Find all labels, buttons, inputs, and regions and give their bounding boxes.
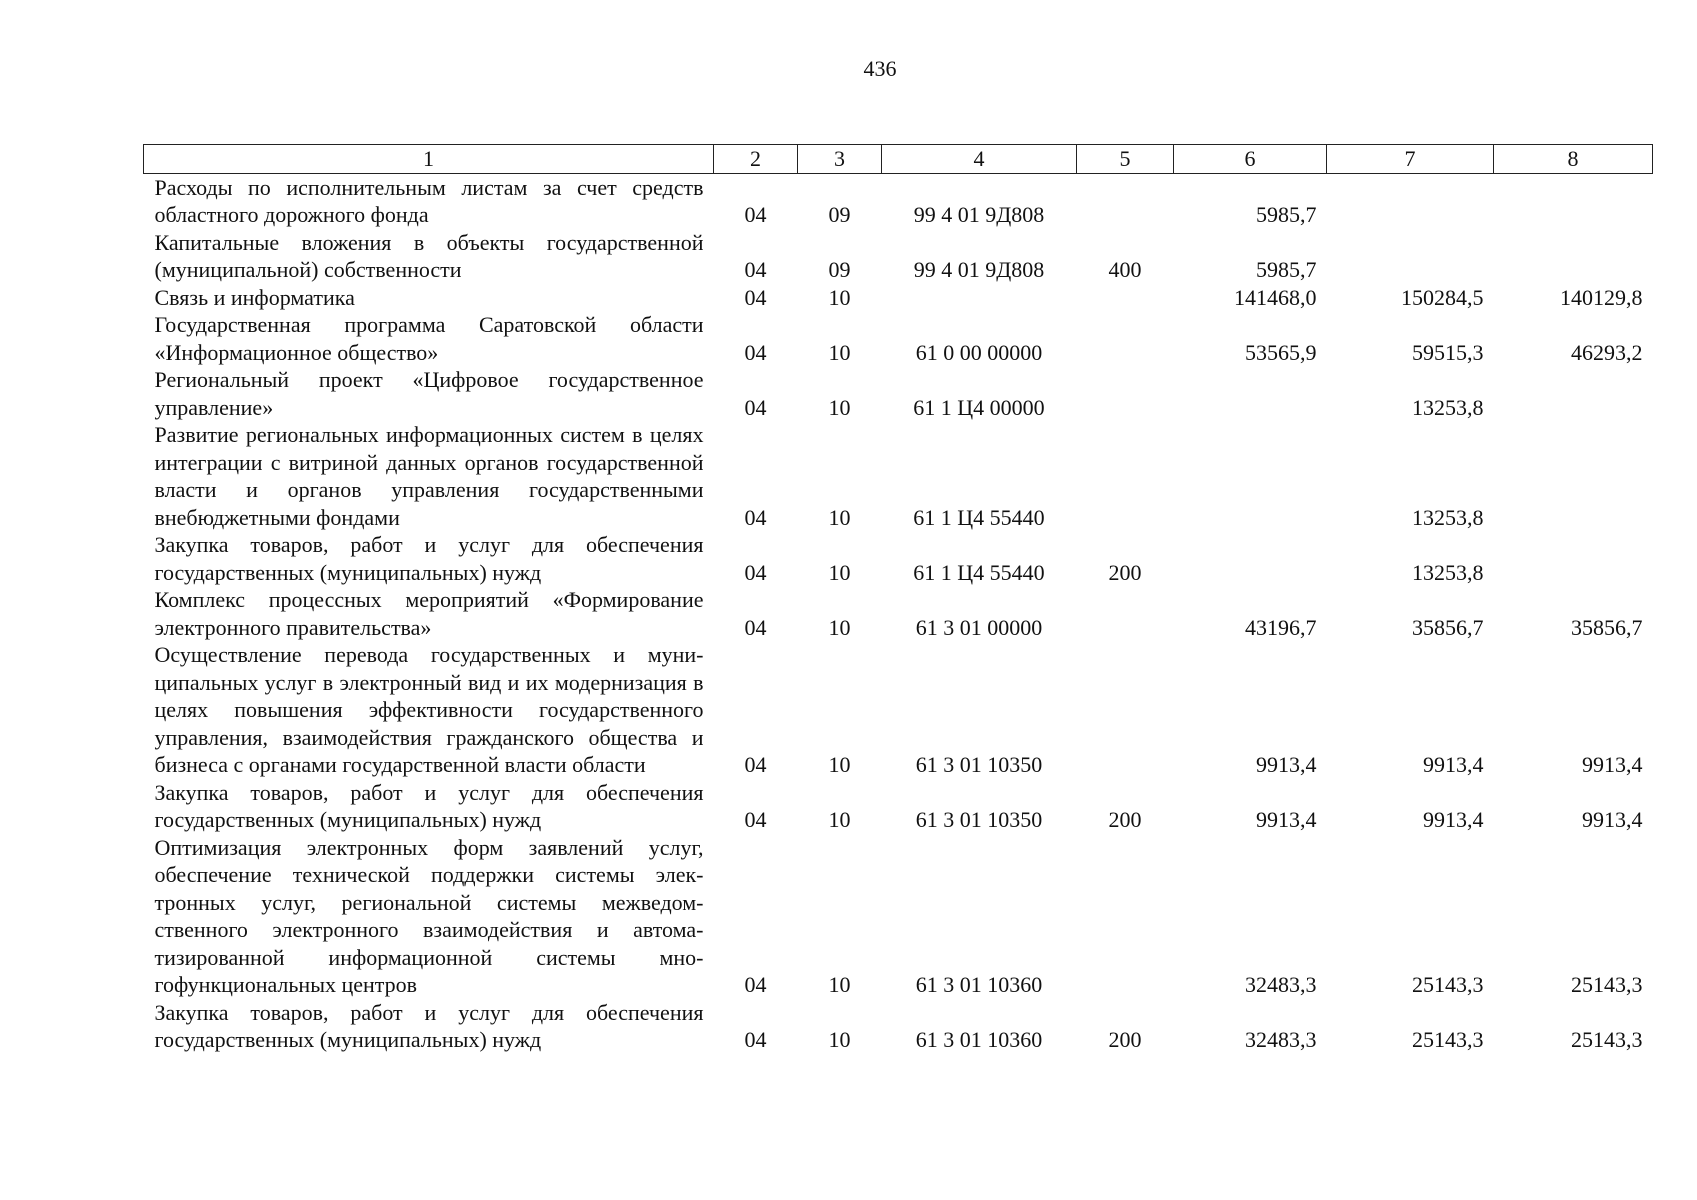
row-amount-7-cell: 25143,3 [1412, 972, 1484, 997]
row-target-article-cell: 61 0 00 00000 [915, 339, 1043, 365]
row-section-cell: 04 [744, 339, 767, 365]
row-name-cell: Оптимизация электронных форм заявлений услуг, обеспечение технической поддержки системы электронных услуг, региональной системы межведомственного электронного взаимодействия и автоматизированной информационной системы многофункциональных центров [154, 834, 704, 997]
row-expense-type-cell [1077, 834, 1174, 999]
table-row [144, 421, 1653, 531]
row-subsection-cell: 10 [828, 972, 851, 997]
row-amount-7-cell: 13253,8 [1412, 559, 1484, 585]
row-amount-6-cell: 141468,0 [1234, 284, 1317, 310]
row-name-cell: Региональный проект «Цифровое государственное управление» [154, 367, 704, 420]
row-expense-type-cell [1077, 284, 1174, 312]
row-section-cell: 04 [744, 752, 767, 777]
header-col-7: 7 [1327, 145, 1494, 174]
row-name-cell: Государственная программа Саратовской области «Информационное общество» [154, 312, 704, 365]
row-expense-type-cell [1077, 586, 1174, 641]
row-target-article-cell [882, 284, 1077, 312]
row-amount-8-cell: 9913,4 [1582, 807, 1643, 832]
row-section-cell: 04 [744, 394, 767, 420]
row-amount-7-cell: 9913,4 [1423, 752, 1484, 777]
row-expense-type-cell [1077, 173, 1174, 229]
header-col-1: 1 [144, 145, 714, 174]
row-subsection-cell: 10 [828, 339, 851, 365]
row-target-article-cell: 61 1 Ц4 00000 [913, 394, 1045, 420]
header-col-2: 2 [714, 145, 798, 174]
table-body [144, 173, 1653, 1054]
row-section-cell: 04 [744, 807, 767, 832]
budget-table [143, 144, 1653, 1054]
row-expense-type-cell [1077, 421, 1174, 531]
row-subsection-cell: 09 [828, 257, 851, 282]
table-row [144, 173, 1653, 229]
row-amount-6-cell: 43196,7 [1245, 614, 1317, 640]
table-row [144, 834, 1653, 999]
row-subsection-cell: 09 [828, 202, 851, 227]
row-amount-7-cell: 13253,8 [1412, 504, 1484, 530]
row-subsection-cell: 10 [828, 807, 851, 832]
row-name-cell: Закупка товаров, работ и услуг для обеспечения государственных (муниципальных) нужд [154, 999, 704, 1052]
row-amount-8-cell: 9913,4 [1582, 752, 1643, 777]
row-section-cell: 04 [744, 257, 767, 282]
row-target-article-cell: 99 4 01 9Д808 [913, 202, 1045, 227]
row-amount-8-cell: 25143,3 [1571, 972, 1643, 997]
row-section-cell: 04 [744, 614, 767, 640]
row-target-article-cell: 61 3 01 00000 [915, 614, 1043, 640]
row-amount-8-cell: 46293,2 [1571, 339, 1643, 365]
row-amount-8-cell [1494, 366, 1653, 421]
header-col-5: 5 [1077, 145, 1174, 174]
row-target-article-cell: 99 4 01 9Д808 [913, 257, 1045, 282]
table-row [144, 999, 1653, 1054]
row-amount-6-cell [1174, 421, 1327, 531]
table-row [144, 366, 1653, 421]
row-amount-8-cell [1494, 173, 1653, 229]
row-section-cell: 04 [744, 972, 767, 997]
table-row [144, 229, 1653, 284]
row-expense-type-cell [1077, 641, 1174, 779]
row-expense-type-cell: 200 [1108, 559, 1142, 585]
row-amount-6-cell: 32483,3 [1245, 1027, 1317, 1052]
row-amount-6-cell: 9913,4 [1256, 807, 1317, 832]
row-amount-6-cell: 9913,4 [1256, 752, 1317, 777]
header-row [144, 145, 1653, 174]
header-col-8: 8 [1494, 145, 1653, 174]
row-amount-6-cell: 5985,7 [1256, 257, 1317, 282]
row-amount-8-cell: 25143,3 [1571, 1027, 1643, 1052]
row-subsection-cell: 10 [828, 1027, 851, 1052]
header-col-3: 3 [798, 145, 882, 174]
row-amount-7-cell: 59515,3 [1412, 339, 1484, 365]
row-expense-type-cell: 200 [1108, 1027, 1142, 1052]
row-target-article-cell: 61 3 01 10350 [915, 807, 1043, 832]
row-name-cell: Комплекс процессных мероприятий «Формирование электронного правительства» [154, 587, 704, 640]
header-col-6: 6 [1174, 145, 1327, 174]
row-expense-type-cell [1077, 366, 1174, 421]
row-target-article-cell: 61 3 01 10360 [915, 1027, 1043, 1052]
row-amount-7-cell [1327, 229, 1494, 284]
row-expense-type-cell: 400 [1108, 257, 1142, 282]
row-amount-7-cell: 9913,4 [1423, 807, 1484, 832]
row-amount-8-cell: 35856,7 [1571, 614, 1643, 640]
row-subsection-cell: 10 [828, 614, 851, 640]
row-amount-6-cell: 53565,9 [1245, 339, 1317, 365]
row-target-article-cell: 61 3 01 10350 [915, 752, 1043, 777]
row-amount-8-cell [1494, 229, 1653, 284]
row-amount-7-cell: 25143,3 [1412, 1027, 1484, 1052]
row-expense-type-cell [1077, 311, 1174, 366]
row-subsection-cell: 10 [828, 559, 851, 585]
row-name-cell: Связь и информатика [154, 284, 355, 310]
row-amount-7-cell: 13253,8 [1412, 394, 1484, 420]
row-amount-6-cell: 5985,7 [1256, 202, 1317, 227]
row-expense-type-cell: 200 [1108, 807, 1142, 832]
page-number: 436 [863, 56, 897, 81]
row-subsection-cell: 10 [828, 284, 851, 310]
table-header [144, 145, 1653, 174]
row-target-article-cell: 61 3 01 10360 [915, 972, 1043, 997]
row-name-cell: Закупка товаров, работ и услуг для обеспечения государственных (муниципальных) нужд [154, 532, 704, 585]
row-amount-8-cell: 140129,8 [1560, 284, 1643, 310]
row-name-cell: Закупка товаров, работ и услуг для обеспечения государственных (муниципальных) нужд [154, 779, 704, 832]
row-name-cell: Расходы по исполнительным листам за счет средств областного дорожного фонда [154, 174, 704, 227]
row-amount-6-cell [1174, 531, 1327, 586]
table-row [144, 311, 1653, 366]
table-row [144, 586, 1653, 641]
row-amount-6-cell [1174, 366, 1327, 421]
row-subsection-cell: 10 [828, 504, 851, 530]
row-amount-6-cell: 32483,3 [1245, 972, 1317, 997]
row-section-cell: 04 [744, 1027, 767, 1052]
row-amount-8-cell [1494, 421, 1653, 531]
row-section-cell: 04 [744, 284, 767, 310]
header-col-4: 4 [882, 145, 1077, 174]
row-target-article-cell: 61 1 Ц4 55440 [913, 504, 1045, 530]
row-name-cell: Капитальные вложения в объекты государственной (муниципальной) собственности [154, 229, 704, 282]
table-row [144, 531, 1653, 586]
row-amount-7-cell: 150284,5 [1401, 284, 1484, 310]
table-row [144, 779, 1653, 834]
row-amount-7-cell [1327, 173, 1494, 229]
row-subsection-cell: 10 [828, 752, 851, 777]
table-row [144, 641, 1653, 779]
row-section-cell: 04 [744, 559, 767, 585]
row-subsection-cell: 10 [828, 394, 851, 420]
table-row [144, 284, 1653, 312]
row-amount-8-cell [1494, 531, 1653, 586]
row-amount-7-cell: 35856,7 [1412, 614, 1484, 640]
row-name-cell: Осуществление перевода государственных и муниципальных услуг в электронный вид и их модернизация в целях повышения эффективности государственного управления, взаимодействия гражданского общества и бизнеса с органами государственной власти области [154, 642, 704, 777]
row-section-cell: 04 [744, 504, 767, 530]
row-name-cell: Развитие региональных информационных систем в целях интеграции с витриной данных органов государственной власти и органов управления государственными внебюджетными фондами [154, 422, 704, 530]
row-section-cell: 04 [744, 202, 767, 227]
row-target-article-cell: 61 1 Ц4 55440 [913, 559, 1045, 585]
